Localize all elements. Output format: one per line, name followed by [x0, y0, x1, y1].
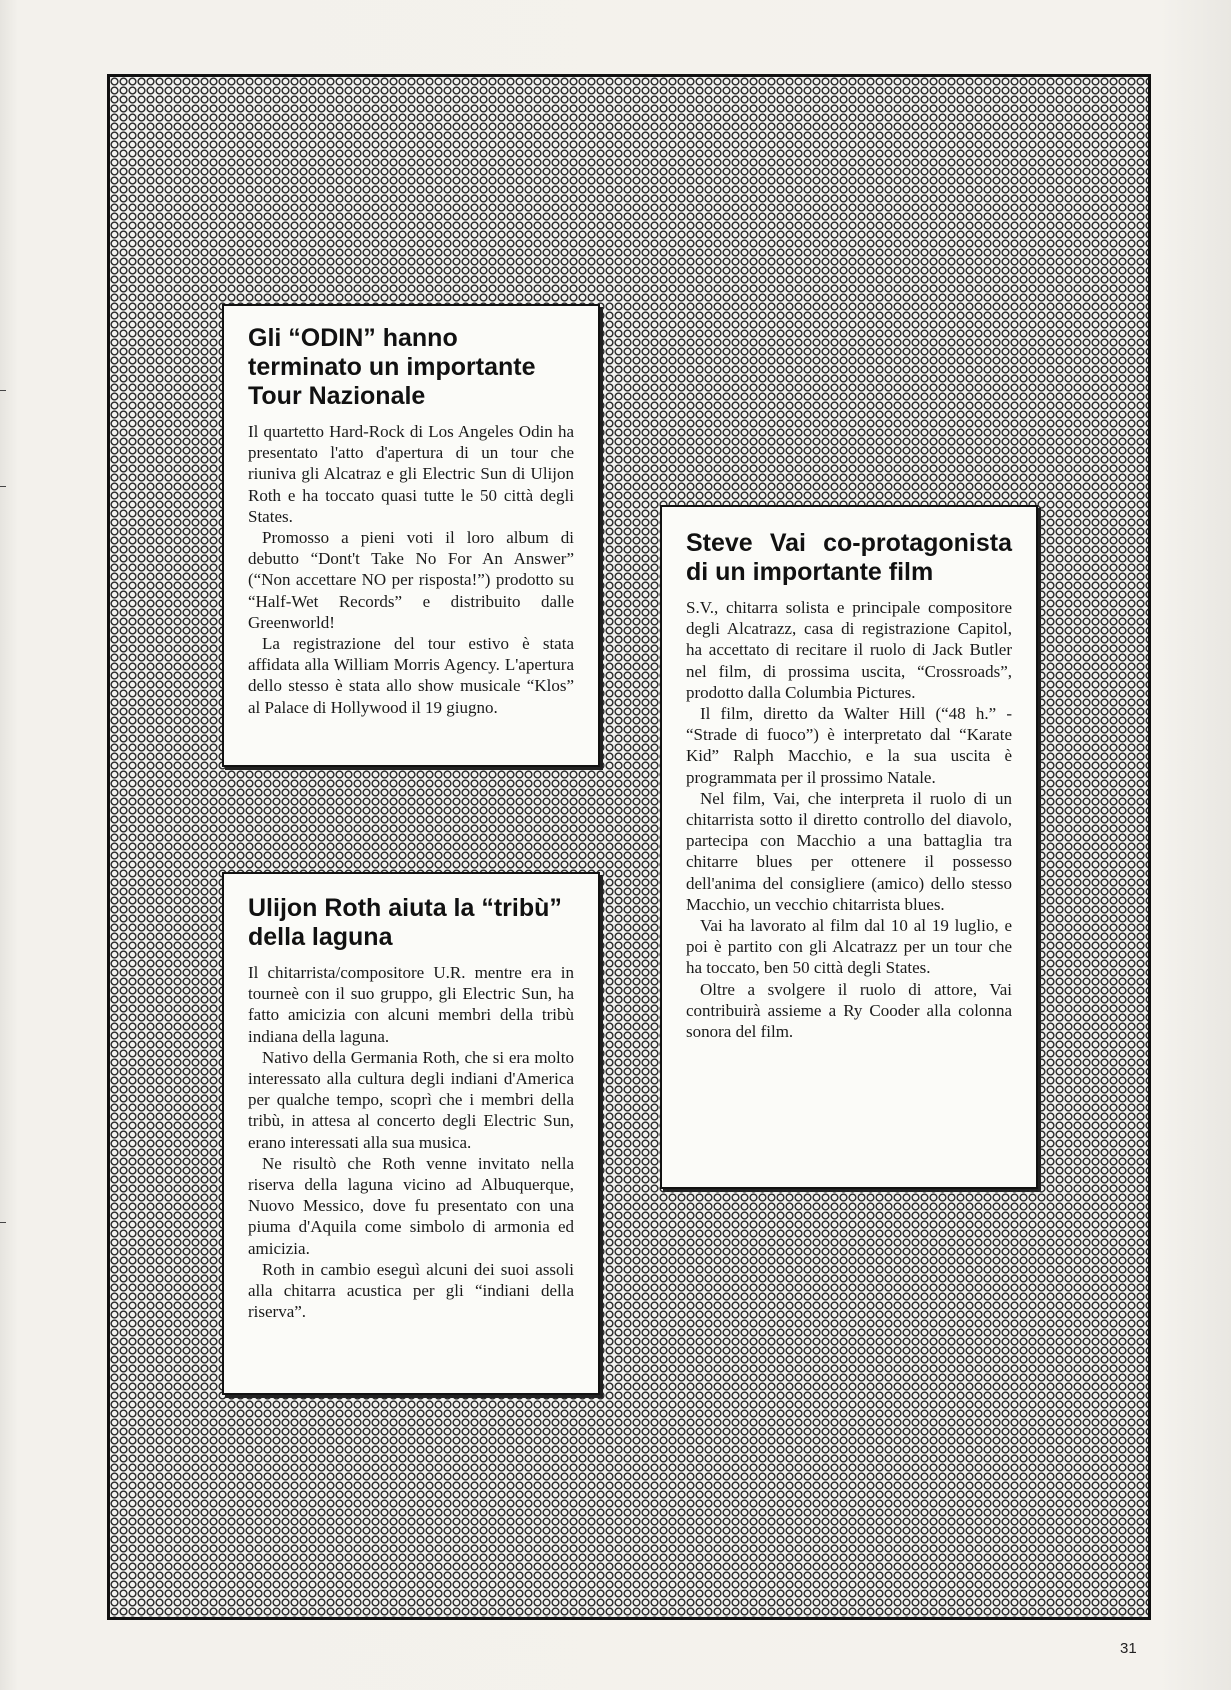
article-paragraph: Vai ha lavorato al film dal 10 al 19 luglio, e poi è partito con gli Alcatrazz per un tour che ha toccato, ben 50 città degli States.	[686, 916, 1012, 978]
article-body	[686, 597, 1012, 1042]
article-body	[248, 962, 574, 1322]
article-paragraph: Il film, diretto da Walter Hill (“48 h.” - “Strade di fuoco”) è interpretato dal “Karate Kid” Ralph Macchio, e la sua uscita è programmata per il prossimo Natale.	[686, 704, 1012, 787]
article-paragraph: Il chitarrista/compositore U.R. mentre era in tourneè con il suo gruppo, gli Electric Sun, ha fatto amicizia con alcuni membri della tribù indiana della laguna.	[248, 963, 574, 1046]
article-body	[248, 421, 574, 718]
article-paragraph: Il quartetto Hard-Rock di Los Angeles Odin ha presentato l'atto d'apertura di un tour che riuniva gli Alcatraz e gli Electric Sun di Ulijon Roth e ha toccato quasi tutte le 50 città degli States.	[248, 422, 574, 526]
article-paragraph: S.V., chitarra solista e principale compositore degli Alcatrazz, casa di registrazione Capitol, ha accettato di recitare il ruolo di Jack Butler nel film, di prossima uscita, “Crossroads”, prodotto dalla Columbia Pictures.	[686, 598, 1012, 702]
article-headline: Steve Vai co-protagonista di un importante film	[686, 529, 1012, 586]
page-number: 31	[1120, 1640, 1137, 1657]
article-paragraph: Roth in cambio eseguì alcuni dei suoi assoli alla chitarra acustica per gli “indiani della riserva”.	[248, 1259, 574, 1322]
margin-mark	[0, 390, 6, 391]
margin-mark	[0, 1222, 6, 1223]
article-headline: Ulijon Roth aiuta la “tribù” della laguna	[248, 894, 562, 951]
article-paragraph: Oltre a svolgere il ruolo di attore, Vai contribuirà assieme a Ry Cooder alla colonna sonora del film.	[686, 979, 1012, 1042]
article-paragraph: Nel film, Vai, che interpreta il ruolo di un chitarrista sotto il diretto controllo del diavolo, partecipa con Macchio a una battaglia tra chitarre blues per ottenere il possesso dell'anima del consigliere (amico) dello stesso Macchio, un vecchio chitarrista blues.	[686, 788, 1012, 914]
article-roth	[222, 872, 600, 1395]
article-paragraph: Ne risultò che Roth venne invitato nella riserva della laguna vicino ad Albuquerque, Nuovo Messico, dove fu presentato con una piuma d'Aquila come simbolo di armonia ed amicizia.	[248, 1153, 574, 1258]
article-paragraph: Nativo della Germania Roth, che si era molto interessato alla cultura degli indiani d'America per qualche tempo, scoprì che i membri della tribù, in attesa al concerto degli Electric Sun, erano interessati alla sua musica.	[248, 1047, 574, 1152]
article-headline: Gli “ODIN” hanno terminato un importante Tour Nazionale	[248, 324, 536, 410]
article-paragraph: La registrazione del tour estivo è stata affidata alla William Morris Agency. L'apertura dello stesso è stata allo show musicale “Klos” al Palace di Hollywood il 19 giugno.	[248, 634, 574, 717]
article-odin	[222, 304, 600, 767]
article-vai	[660, 505, 1038, 1189]
margin-mark	[0, 486, 6, 487]
article-paragraph: Promosso a pieni voti il loro album di debutto “Dont't Take No For An Answer” (“Non accettare NO per risposta!”) prodotto su “Half-Wet Records” e distribuito dalle Greenworld!	[248, 528, 574, 632]
